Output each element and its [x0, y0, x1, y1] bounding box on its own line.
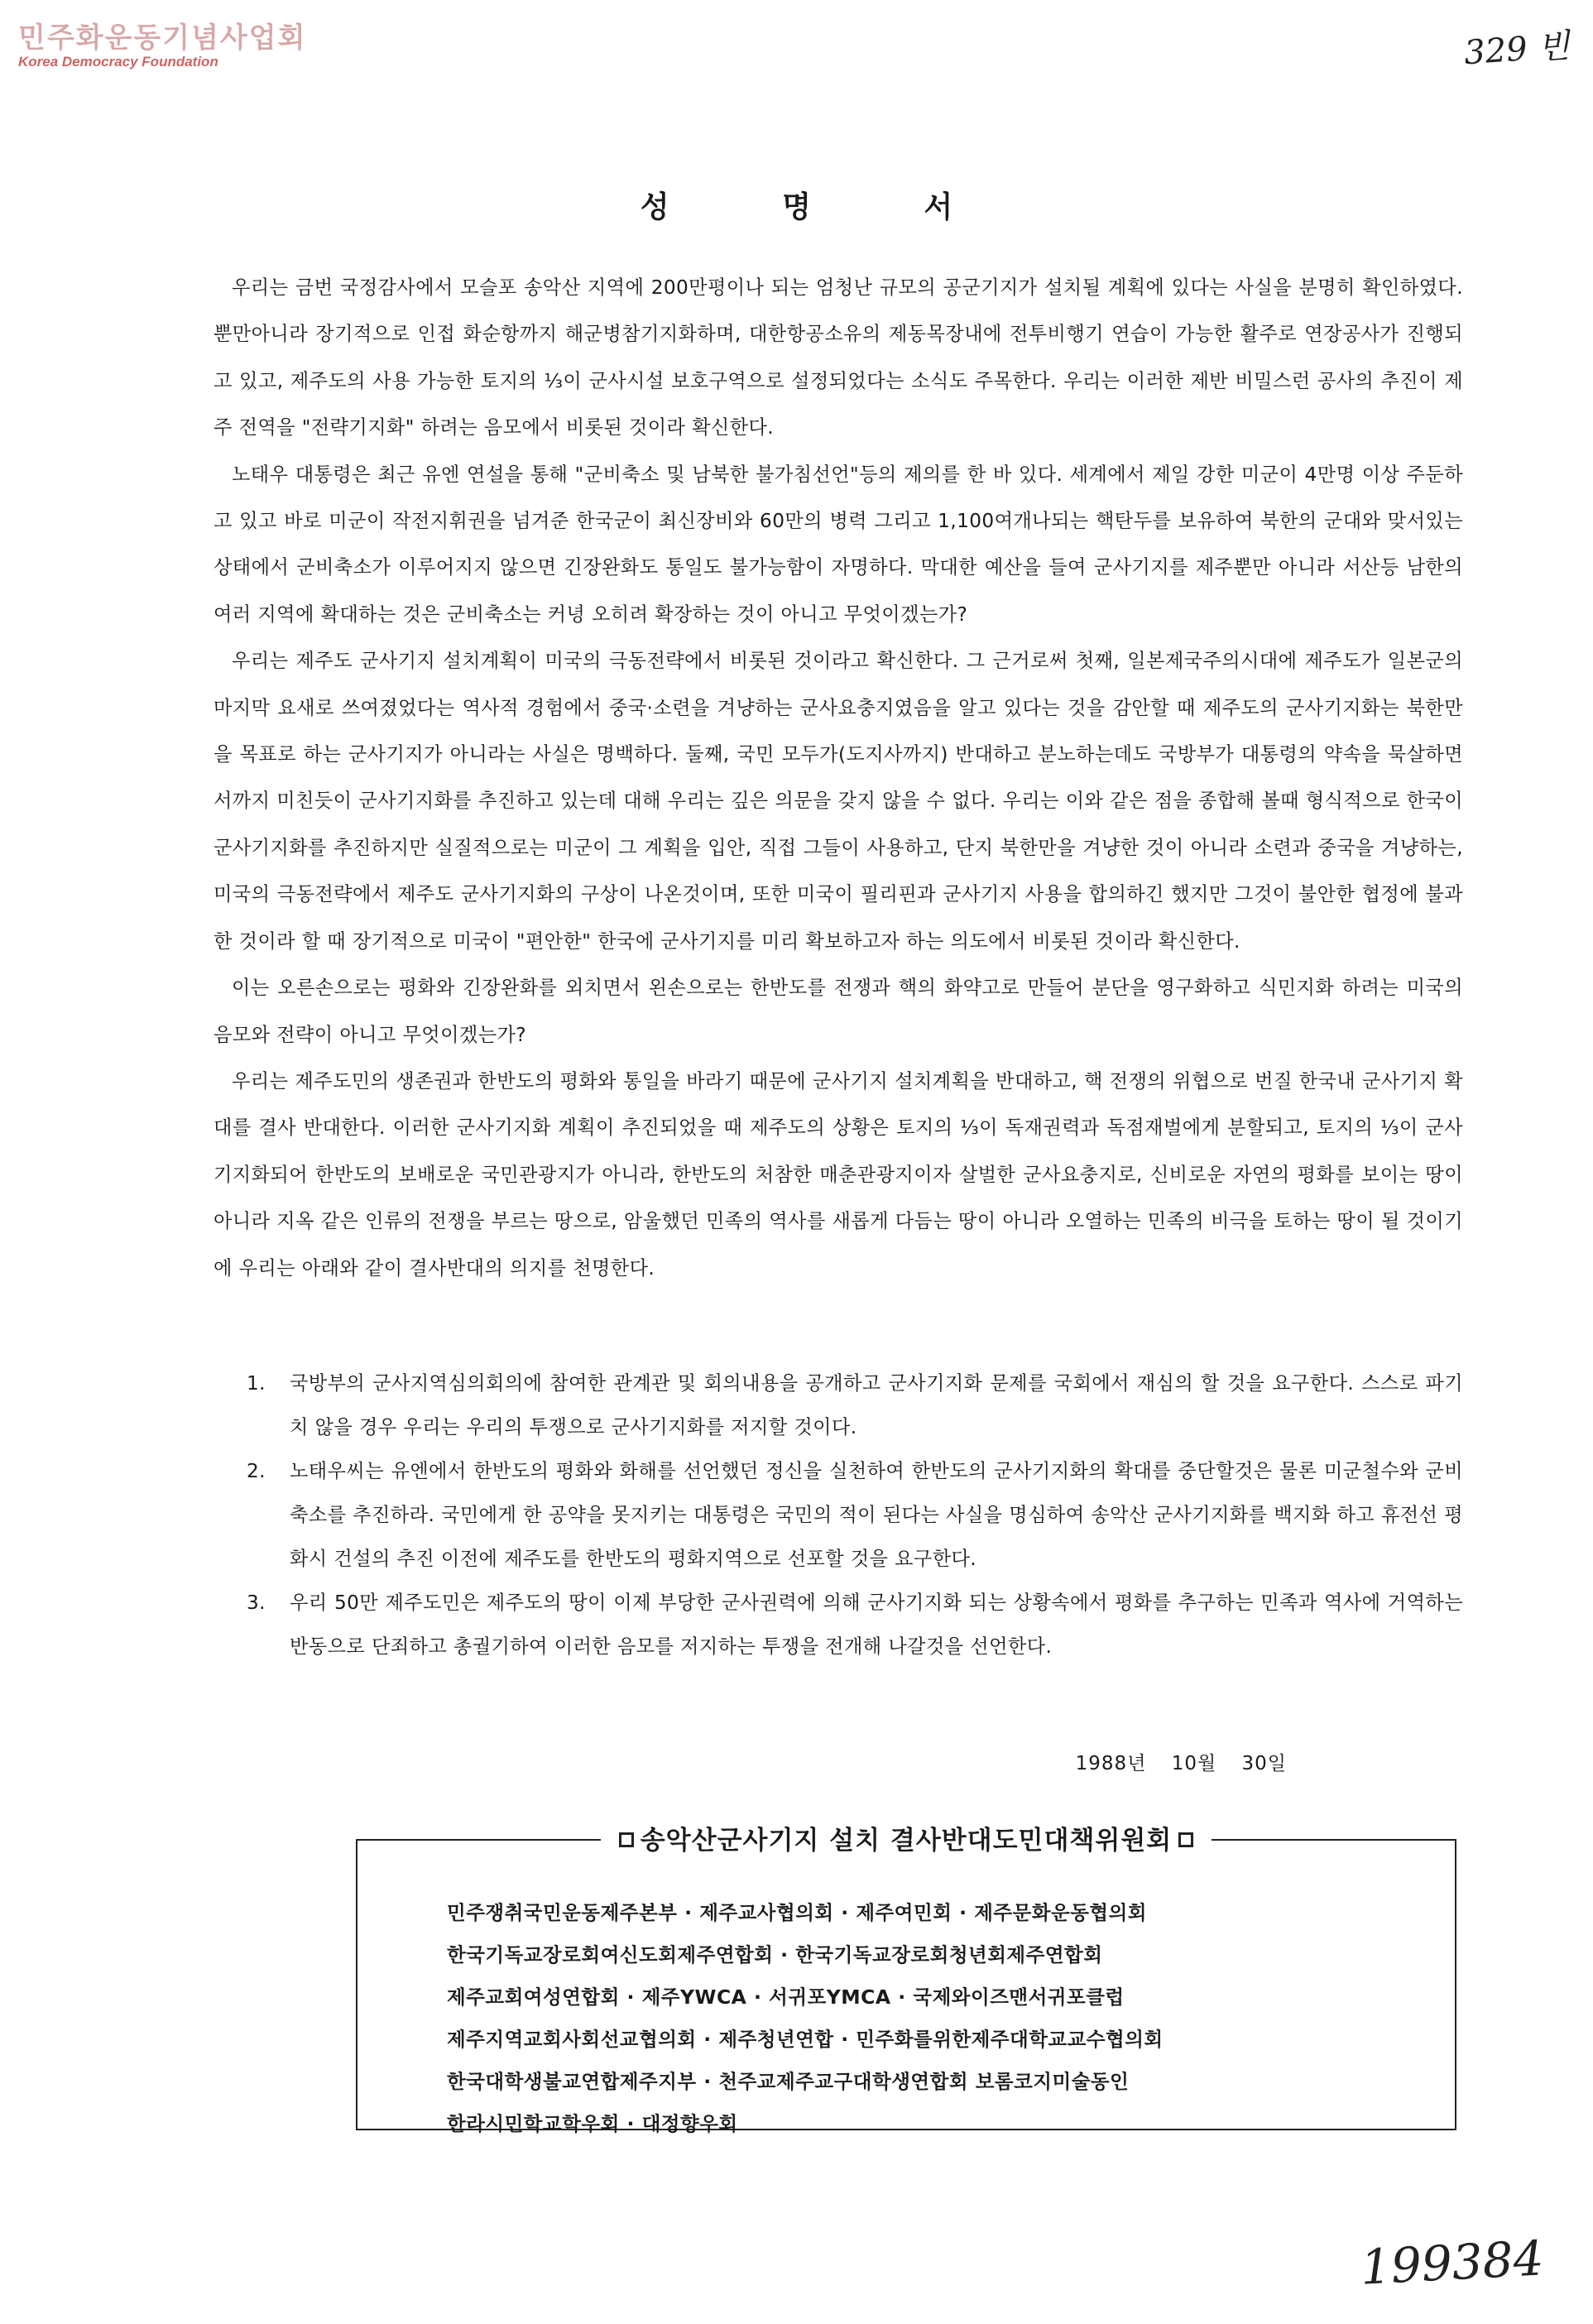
org-line: 한라시민학교학우회 · 대정향우회 — [447, 2112, 738, 2135]
org-line: 제주지역교회사회선교협의회 · 제주청년연합 · 민주화를위한제주대학교교수협의회 — [447, 2028, 1164, 2051]
org-line: 제주교회여성연합회 · 제주YWCA · 서귀포YMCA · 국제와이즈맨서귀포클럽 — [447, 1985, 1125, 2009]
demand-text: 우리 50만 제주도민은 제주도의 땅이 이제 부당한 군사권력에 의해 군사기지화 되는 상황속에서 평화를 추구하는 민족과 역사에 거역하는 반동으로 단죄하고 총궐기하여 이러한 음모를 저지하는 투쟁을 전개해 나갈것을 선언한다. — [290, 1592, 1463, 1658]
demand-item — [247, 1361, 1463, 1449]
statement-date: 1988년 10월 30일 — [1075, 1753, 1287, 1774]
square-bullet-icon — [1178, 1832, 1193, 1847]
statement-body — [214, 265, 1463, 1292]
paragraph: 우리는 제주도 군사기지 설치계획이 미국의 극동전략에서 비롯된 것이라고 확신한다. 그 근거로써 첫째, 일본제국주의시대에 제주도가 일본군의 마지막 요새로 쓰여졌었다는 역사적 경험에서 중국·소련을 겨냥하는 군사요충지였음을 알고 있다는 것을 감안할 때 제주도의 군사기지화는 북한만을 목표로 하는 군사기지가 아니라는 사실은 명백하다. 둘째, 국민 모두가(도지사까지) 반대하고 분노하는데도 국방부가 대통령의 약속을 묵살하면서까지 미친듯이 군사기지화를 추진하고 있는데 대해 우리는 깊은 의문을 갖지 않을 수 없다. 우리는 이와 같은 점을 종합해 볼때 형식적으로 한국이 군사기지화를 추진하지만 실질적으로는 미군이 그 계획을 입안, 직접 그들이 사용하고, 단지 북한만을 겨냥한 것이 아니라 소련과 중국을 겨냥하는, 미국의 극동전략에서 제주도 군사기지화의 구상이 나온것이며, 또한 미국이 필리핀과 군사기지 사용을 합의하긴 했지만 그것이 불안한 협정에 불과한 것이라 할 때 장기적으로 미국이 "편안한" 한국에 군사기지를 미리 확보하고자 하는 의도에서 비롯된 것이라 확신한다. — [214, 650, 1463, 953]
watermark-korean: 민주화운동기념사업회 — [18, 22, 307, 55]
committee-title-wrap — [357, 1819, 1455, 1856]
demand-text: 노태우씨는 유엔에서 한반도의 평화와 화해를 선언했던 정신을 실천하여 한반도의 군사기지화의 확대를 중단할것은 물론 미군철수와 군비축소를 추진하라. 국민에게 한 공약을 못지키는 대통령은 국민의 적이 된다는 사실을 명심하여 송악산 군사기지화를 백지화 하고 휴전선 평화시 건설의 추진 이전에 제주도를 한반도의 평화지역으로 선포할 것을 요구한다. — [290, 1460, 1463, 1570]
committee-title: 송악산군사기지 설치 결사반대도민대책위원회 — [640, 1826, 1173, 1856]
org-line: 민주쟁취국민운동제주본부 · 제주교사협의회 · 제주여민회 · 제주문화운동협의회 — [447, 1901, 1148, 1924]
org-line: 한국기독교장로회여신도회제주연합회 · 한국기독교장로회청년회제주연합회 — [447, 1943, 1103, 1966]
paragraph: 노태우 대통령은 최근 유엔 연설을 통해 "군비축소 및 남북한 불가침선언"등의 제의를 한 바 있다. 세계에서 제일 강한 미군이 4만명 이상 주둔하고 있고 바로 미군이 작전지휘권을 넘겨준 한국군이 최신장비와 60만의 병력 그리고 1,100여개나되는 핵탄두를 보유하여 북한의 군대와 맞서있는 상태에서 군비축소가 이루어지지 않으면 긴장완화도 통일도 불가능함이 자명하다. 막대한 예산을 들여 군사기지를 제주뿐만 아니라 서산등 남한의 여러 지역에 확대하는 것은 군비축소는 커녕 오히려 확장하는 것이 아니고 무엇이겠는가? — [214, 463, 1463, 626]
handwritten-archive-number: 199384 — [1358, 2230, 1545, 2296]
demand-number: 2. — [247, 1460, 266, 1482]
demand-item — [247, 1449, 1463, 1581]
demand-item — [247, 1581, 1463, 1669]
committee-box — [356, 1826, 1456, 2135]
watermark-english: Korea Democracy Foundation — [18, 54, 218, 70]
member-organizations — [447, 1892, 1390, 2145]
committee-heading — [601, 1826, 1212, 1856]
demand-text: 국방부의 군사지역심의회의에 참여한 관계관 및 회의내용을 공개하고 군사기지화 문제를 국회에서 재심의 할 것을 요구한다. 스스로 파기치 않을 경우 우리는 우리의 투쟁으로 군사기지화를 저지할 것이다. — [290, 1372, 1463, 1438]
demand-number: 3. — [247, 1592, 266, 1614]
demand-number: 1. — [247, 1372, 266, 1395]
paragraph: 우리는 제주도민의 생존권과 한반도의 평화와 통일을 바라기 때문에 군사기지 설치계획을 반대하고, 핵 전쟁의 위협으로 번질 한국내 군사기지 확대를 결사 반대한다. 이러한 군사기지화 계획이 추진되었을 때 제주도의 상황은 토지의 ⅓이 독재권력과 독점재벌에게 분할되고, 토지의 ⅓이 군사기지화되어 한반도의 보배로운 국민관광지가 아니라, 한반도의 처참한 매춘관광지이자 살벌한 군사요충지로, 신비로운 자연의 평화를 보이는 땅이 아니라 지옥 같은 인류의 전쟁을 부르는 땅으로, 암울했던 민족의 역사를 새롭게 다듬는 땅이 아니라 오열하는 민족의 비극을 토하는 땅이 될 것이기에 우리는 아래와 같이 결사반대의 의지를 천명한다. — [214, 1069, 1463, 1280]
org-line: 한국대학생불교연합제주지부 · 천주교제주교구대학생연합회 보롬코지미술동인 — [447, 2070, 1130, 2093]
document-title: 성 명 서 — [640, 190, 1005, 224]
square-bullet-icon — [619, 1832, 634, 1847]
paragraph: 우리는 금번 국정감사에서 모슬포 송악산 지역에 200만평이나 되는 엄청난 규모의 공군기지가 설치될 계획에 있다는 사실을 분명히 확인하였다. 뿐만아니라 장기적으로 인접 화순항까지 해군병참기지화하며, 대한항공소유의 제동목장내에 전투비행기 연습이 가능한 활주로 연장공사가 진행되고 있고, 제주도의 사용 가능한 토지의 ⅓이 군사시설 보호구역으로 설정되었다는 소식도 주목한다. 우리는 이러한 제반 비밀스런 공사의 추진이 제주 전역을 "전략기지화" 하려는 음모에서 비롯된 것이라 확신한다. — [214, 276, 1463, 439]
foundation-watermark — [18, 15, 306, 70]
paragraph: 이는 오른손으로는 평화와 긴장완화를 외치면서 왼손으로는 한반도를 전쟁과 핵의 화약고로 만들어 분단을 영구화하고 식민지화 하려는 미국의 음모와 전략이 아니고 무엇이겠는가? — [214, 977, 1463, 1046]
handwritten-page-mark: 329 빈 — [1463, 26, 1571, 73]
demands-list — [247, 1361, 1463, 1669]
